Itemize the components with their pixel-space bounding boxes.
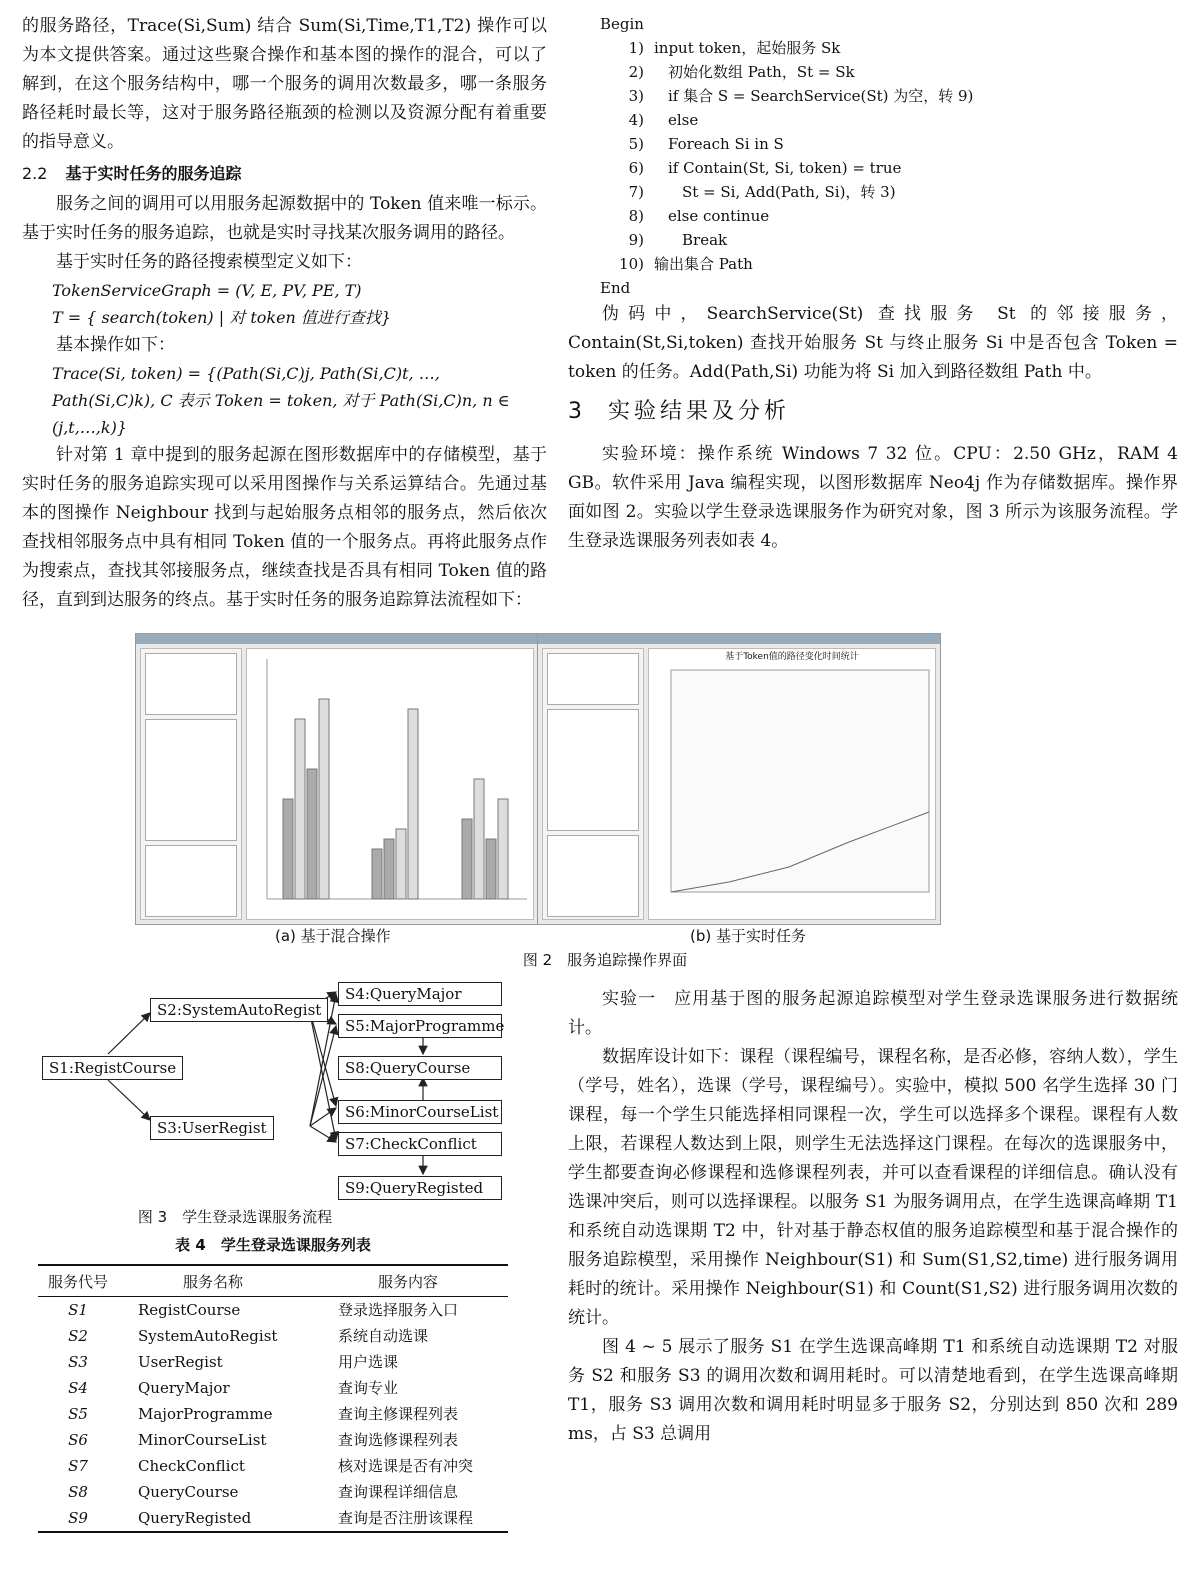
line-number: 7) <box>628 183 644 201</box>
line-text: if Contain(St, Si, token) = true <box>668 159 902 177</box>
table-body <box>38 1297 508 1533</box>
table-row <box>38 1479 508 1505</box>
service-table <box>38 1264 508 1533</box>
code-line <box>600 156 1178 180</box>
chapter-number: 3 <box>568 399 586 424</box>
right-column-lower <box>568 985 1178 1449</box>
service-code-cell: S9 <box>38 1505 118 1532</box>
option-group <box>145 719 237 841</box>
paragraph: 实验环境：操作系统 Windows 7 32 位。CPU：2.50 GHz，RAM 4 GB。软件采用 Java 编程实现，以图形数据库 Neo4j 作为存储数据库。操作界面如图 2。实验以学生登录选课服务作为研究对象，图 3 所示为该服务流程。学生登录选课服务列表如表 4。 <box>568 444 1178 551</box>
line-number: 1) <box>628 39 644 57</box>
line-number: 10) <box>619 255 644 273</box>
code-line <box>600 180 1178 204</box>
service-code-cell: S7 <box>68 1457 88 1475</box>
service-name-cell: MajorProgramme <box>138 1405 273 1423</box>
line-text: Foreach Si in S <box>668 135 784 153</box>
screenshot-b <box>537 633 941 925</box>
code-line <box>600 84 1178 108</box>
figure-caption: 图 2 服务追踪操作界面 <box>522 951 688 969</box>
service-name-cell: QueryRegisted <box>118 1505 308 1532</box>
code-line <box>600 108 1178 132</box>
section-number: 2.2 <box>22 164 48 183</box>
formula: TokenServiceGraph = (V, E, PV, PE, T) <box>52 281 362 300</box>
option-group <box>547 709 639 831</box>
section-heading <box>22 159 547 188</box>
code-end: End <box>600 279 631 297</box>
service-name-cell: UserRegist <box>138 1353 223 1371</box>
formula: Trace(Si, token) = {(Path(Si,C)j, Path(Si,C)t, …, Path(Si,C)k), C 表示 Token = token, 对于 Path(Si,C)n, n ∈ (j,t,…,k)} <box>52 364 510 437</box>
service-content-cell: 查询主修课程列表 <box>338 1405 459 1423</box>
table-header-row <box>38 1265 508 1297</box>
service-code-cell: S8 <box>68 1483 88 1501</box>
line-number: 4) <box>628 111 644 129</box>
service-name-cell: CheckConflict <box>138 1457 245 1475</box>
service-content-cell: 查询是否注册该课程 <box>308 1505 508 1532</box>
left-column <box>22 12 547 615</box>
table-row <box>38 1505 508 1532</box>
service-name-cell: RegistCourse <box>138 1301 241 1319</box>
chapter-heading <box>568 397 1178 426</box>
window-titlebar <box>136 634 538 644</box>
column-header: 服务内容 <box>308 1265 508 1297</box>
table-row <box>38 1349 508 1375</box>
column-header: 服务名称 <box>118 1265 308 1297</box>
service-content-cell: 核对选课是否有冲突 <box>338 1457 474 1475</box>
service-content-cell: 系统自动选课 <box>338 1327 429 1345</box>
table-row <box>38 1401 508 1427</box>
line-number: 8) <box>628 207 644 225</box>
pseudocode <box>568 12 1178 300</box>
code-line <box>600 252 1178 276</box>
line-number: 6) <box>628 159 644 177</box>
paragraph: 基本操作如下： <box>56 335 175 355</box>
line-text: 初始化数组 Path，St = Sk <box>668 63 855 81</box>
paragraph: 实验一 应用基于图的服务起源追踪模型对学生登录选课服务进行数据统计。 <box>568 989 1178 1038</box>
option-group <box>145 653 237 715</box>
subcaption-a: (a) 基于混合操作 <box>275 927 391 945</box>
figure-3 <box>38 980 508 1205</box>
service-code-cell: S4 <box>68 1379 88 1397</box>
node-s9: S9:QueryRegisted <box>338 1176 502 1200</box>
section-title: 基于实时任务的服务追踪 <box>65 164 242 183</box>
side-panel <box>140 648 242 920</box>
subcaption-b: (b) 基于实时任务 <box>690 927 806 945</box>
chart-title: 基于Token值的路径变化时间统计 <box>725 652 859 662</box>
formula: T = { search(token) | 对 token 值进行查找} <box>52 308 392 327</box>
node-s6: S6:MinorCourseList <box>338 1100 502 1124</box>
chart-area <box>246 648 534 920</box>
table-row <box>38 1375 508 1401</box>
line-text: St = Si, Add(Path, Si)，转 3) <box>682 183 896 201</box>
service-code-cell: S5 <box>68 1405 88 1423</box>
paragraph: 服务之间的调用可以用服务起源数据中的 Token 值来唯一标示。基于实时任务的服务追踪，也就是实时寻找某次服务调用的路径。 <box>22 194 547 243</box>
line-chart-graphic <box>649 662 935 917</box>
line-number: 2) <box>628 63 644 81</box>
option-group <box>547 653 639 705</box>
chart-area <box>648 648 936 920</box>
window-titlebar <box>538 634 940 644</box>
code-lines <box>600 36 1178 276</box>
code-line <box>600 36 1178 60</box>
code-line <box>600 228 1178 252</box>
node-s4: S4:QueryMajor <box>338 982 502 1006</box>
paragraph: 伪码中，SearchService(St) 查找服务 St 的邻接服务，Contain(St,Si,token) 查找开始服务 St 与终止服务 Si 中是否包含 Token = token 的任务。Add(Path,Si) 功能为将 Si 加入到路径数组 Path 中。 <box>568 304 1178 382</box>
paragraph: 针对第 1 章中提到的服务起源在图形数据库中的存储模型，基于实时任务的服务追踪实现可以采用图操作与关系运算结合。先通过基本的图操作 Neighbour 找到与起始服务点相邻的服务点，然后依次查找相邻服务点中具有相同 Token 值的一个服务点。再将此服务点作为搜索点，查找其邻接服务点，继续查找是否具有相同 Token 值的路径，直到到达服务的终点。基于实时任务的服务追踪算法流程如下： <box>22 445 547 610</box>
table-row <box>38 1453 508 1479</box>
node-s2: S2:SystemAutoRegist <box>150 998 328 1022</box>
service-content-cell: 查询专业 <box>338 1379 399 1397</box>
service-name-cell: QueryMajor <box>138 1379 230 1397</box>
option-group <box>547 835 639 917</box>
code-line <box>600 204 1178 228</box>
paragraph: 数据库设计如下：课程（课程编号，课程名称，是否必修，容纳人数），学生（学号，姓名），选课（学号，课程编号）。实验中，模拟 500 名学生选择 30 门课程，每一个学生只能选择相同课程一次，学生可以选择多个课程。课程有人数上限，若课程人数达到上限，则学生无法选择这门课程。在每次的选课服务中，学生都要查询必修课程和选修课程列表，并可以查看课程的详细信息。确认没有选课冲突后，则可以选择课程。以服务 S1 为服务调用点，在学生选课高峰期 T1 和系统自动选课期 T2 中，针对基于静态权值的服务追踪模型和基于混合操作的服务追踪模型，采用操作 Neighbour(S1) 和 Sum(S1,S2,time) 进行服务调用耗时的统计。采用操作 Neighbour(S1) 和 Count(S1,S2) 进行服务调用次数的统计。 <box>568 1047 1178 1328</box>
code-line <box>600 60 1178 84</box>
table-row <box>38 1427 508 1453</box>
paragraph: 的服务路径，Trace(Si,Sum) 结合 Sum(Si,Time,T1,T2) 操作可以为本文提供答案。通过这些聚合操作和基本图的操作的混合，可以了解到，在这个服务结构中，哪一个服务的调用次数最多，哪一条服务路径耗时最长等，这对于服务路径瓶颈的检测以及资源分配有着重要的指导意义。 <box>22 16 547 152</box>
line-text: else <box>668 111 699 129</box>
node-s1: S1:RegistCourse <box>42 1056 183 1080</box>
code-begin: Begin <box>600 15 644 33</box>
node-s3: S3:UserRegist <box>150 1116 274 1140</box>
figure-2 <box>135 633 1075 969</box>
line-text: if 集合 S = SearchService(St) 为空，转 9) <box>668 87 974 105</box>
right-column <box>568 12 1178 556</box>
service-content-cell: 用户选课 <box>338 1353 399 1371</box>
column-header: 服务代号 <box>38 1265 118 1297</box>
node-s7: S7:CheckConflict <box>338 1132 502 1156</box>
node-s5: S5:MajorProgramme <box>338 1014 502 1038</box>
line-text: Break <box>682 231 728 249</box>
screenshot-a <box>135 633 539 925</box>
paragraph: 基于实时任务的路径搜索模型定义如下： <box>56 252 362 272</box>
line-number: 5) <box>628 135 644 153</box>
service-code-cell: S2 <box>68 1327 88 1345</box>
line-text: 输出集合 Path <box>654 255 753 273</box>
code-line <box>600 132 1178 156</box>
service-content-cell: 查询选修课程列表 <box>338 1431 459 1449</box>
paragraph: 图 4 ~ 5 展示了服务 S1 在学生选课高峰期 T1 和系统自动选课期 T2 对服务 S2 和服务 S3 的调用次数和调用耗时。可以清楚地看到，在学生选课高峰期 T1，服务 S3 调用次数和调用耗时明显多于服务 S2，分别达到 850 次和 289 ms，占 S3 总调用 <box>568 1337 1178 1444</box>
bar-chart-graphic <box>247 649 533 919</box>
table-row <box>38 1323 508 1349</box>
service-name-cell: MinorCourseList <box>138 1431 267 1449</box>
line-text: else continue <box>668 207 770 225</box>
node-s8: S8:QueryCourse <box>338 1056 502 1080</box>
chapter-title: 实验结果及分析 <box>608 399 791 424</box>
side-panel <box>542 648 644 920</box>
service-code-cell: S1 <box>68 1301 88 1319</box>
line-number: 9) <box>628 231 644 249</box>
table-row <box>38 1297 508 1324</box>
table-caption: 表 4 学生登录选课服务列表 <box>175 1236 371 1254</box>
service-code-cell: S6 <box>68 1431 88 1449</box>
service-name-cell: SystemAutoRegist <box>138 1327 278 1345</box>
service-code-cell: S3 <box>68 1353 88 1371</box>
line-text: input token，起始服务 Sk <box>654 39 841 57</box>
service-content-cell: 查询课程详细信息 <box>338 1483 459 1501</box>
option-group <box>145 845 237 917</box>
figure-caption: 图 3 学生登录选课服务流程 <box>137 1208 333 1226</box>
line-number: 3) <box>628 87 644 105</box>
service-content-cell: 登录选择服务入口 <box>338 1301 459 1319</box>
service-name-cell: QueryCourse <box>138 1483 239 1501</box>
